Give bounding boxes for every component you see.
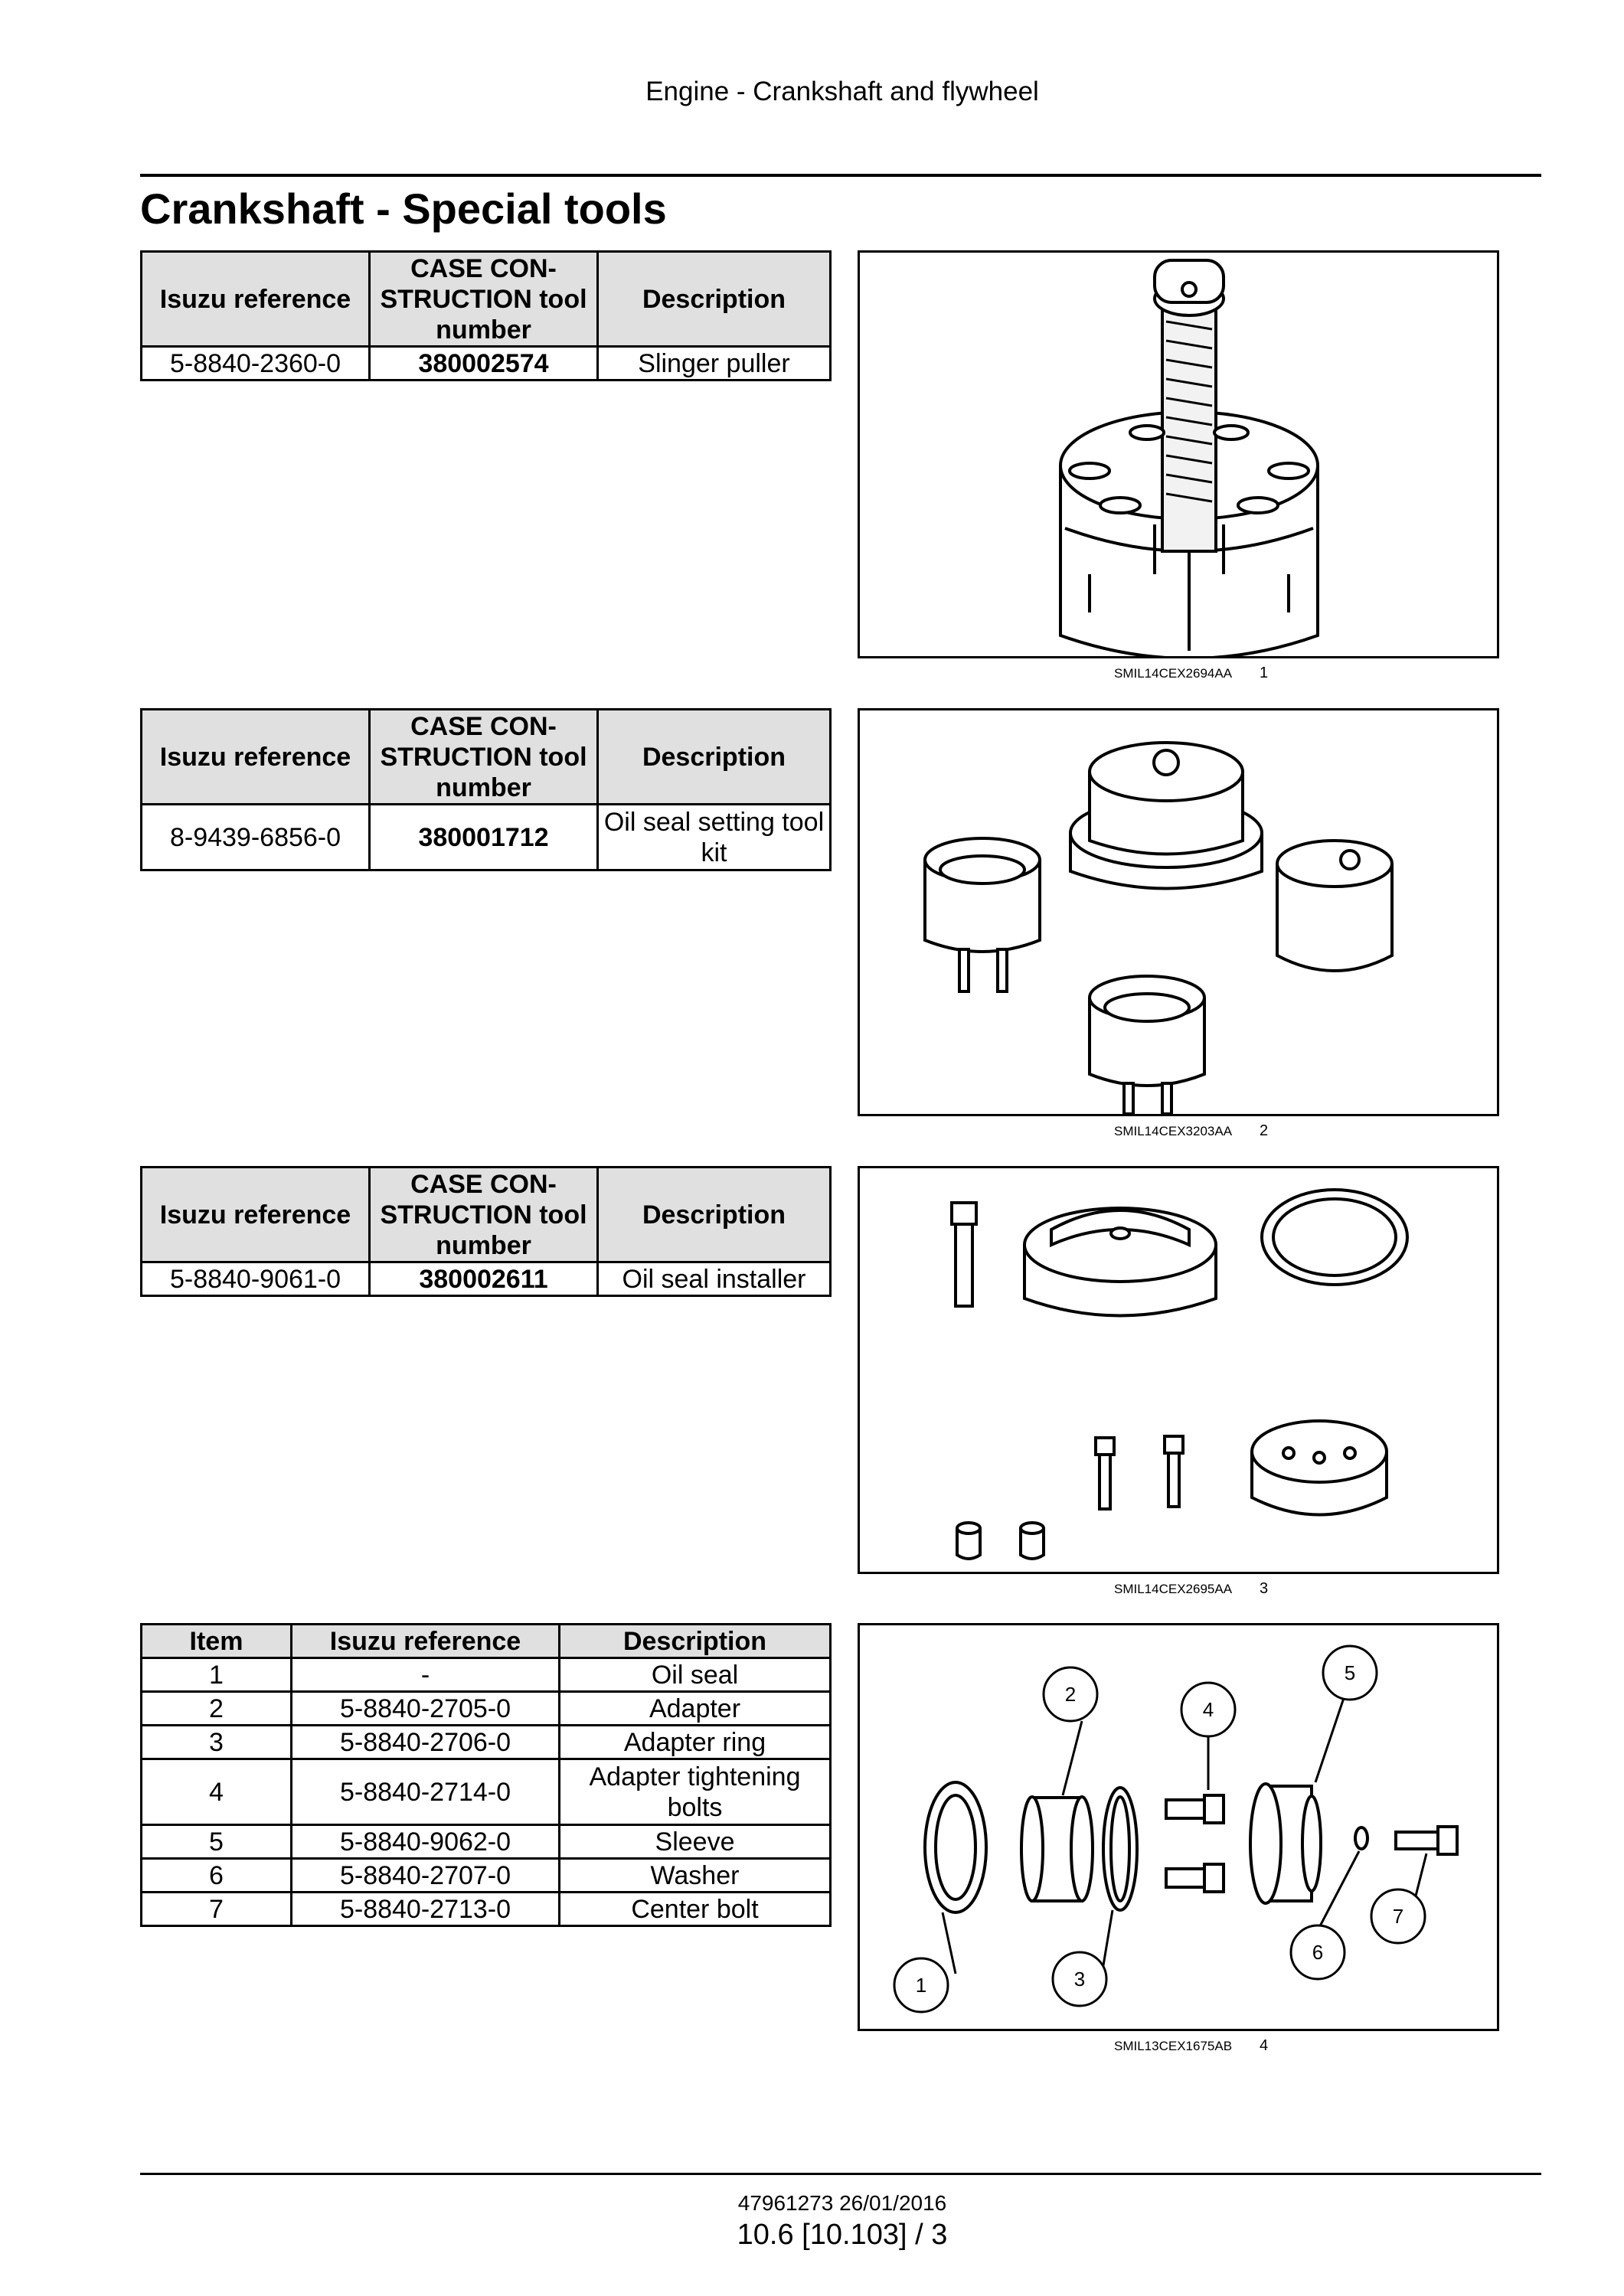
cell-isuzu-reference: 8-9439-6856-0 <box>142 805 370 870</box>
header-item: Item <box>142 1625 292 1658</box>
cell-item: 6 <box>142 1859 292 1893</box>
figure-3-number: 3 <box>1260 1580 1269 1597</box>
cell-item: 2 <box>142 1692 292 1726</box>
callout-6-label: 6 <box>1312 1941 1324 1964</box>
cell-description: Oil seal <box>560 1658 831 1692</box>
figure-1-code: SMIL14CEX2694AA <box>1114 666 1233 681</box>
cell-isuzu-reference: 5-8840-9062-0 <box>292 1825 560 1859</box>
cell-item: 5 <box>142 1825 292 1859</box>
callout-3-label: 3 <box>1073 1968 1086 1991</box>
cell-description: Center bolt <box>560 1893 831 1926</box>
cell-item: 1 <box>142 1658 292 1692</box>
running-header: Engine - Crankshaft and flywheel <box>645 77 1039 106</box>
cell-description: Sleeve <box>560 1825 831 1859</box>
header-description: Description <box>598 710 831 805</box>
figure-2-number: 2 <box>1260 1122 1269 1139</box>
figure-1-slinger-puller <box>858 250 1499 658</box>
callout-1-label: 1 <box>915 1974 927 1997</box>
header-isuzu-reference: Isuzu reference <box>292 1625 560 1658</box>
figure-2-caption <box>1114 1122 1268 1140</box>
cell-isuzu-reference: - <box>292 1658 560 1692</box>
header-description: Description <box>598 252 831 347</box>
cell-isuzu-reference: 5-8840-2714-0 <box>292 1759 560 1825</box>
figure-3-oil-seal-installer <box>858 1166 1499 1574</box>
figure-2-oil-seal-setting-tool-kit <box>858 708 1499 1116</box>
cell-tool-number: 380002574 <box>370 347 598 380</box>
header-description: Description <box>560 1625 831 1658</box>
table-row <box>142 1759 831 1825</box>
cell-isuzu-reference: 5-8840-9061-0 <box>142 1262 370 1296</box>
cell-description: Oil seal setting tool kit <box>598 805 831 870</box>
figure-4-code: SMIL13CEX1675AB <box>1114 2039 1233 2053</box>
header-rule <box>140 174 1541 177</box>
cell-item: 4 <box>142 1759 292 1825</box>
header-isuzu-reference: Isuzu reference <box>142 1168 370 1262</box>
figure-4-exploded-view <box>858 1623 1499 2031</box>
installer-illustration <box>860 1168 1497 1572</box>
table-row <box>142 1726 831 1759</box>
tool-table-2 <box>140 708 832 871</box>
items-table <box>140 1623 832 1927</box>
header-tool-number: CASE CON-STRUCTION tool number <box>370 710 598 805</box>
cell-isuzu-reference: 5-8840-2707-0 <box>292 1859 560 1893</box>
cell-isuzu-reference: 5-8840-2706-0 <box>292 1726 560 1759</box>
figure-1-caption <box>1114 665 1268 682</box>
tool-table-3 <box>140 1166 832 1297</box>
exploded-view-illustration <box>860 1625 1497 2029</box>
callout-7-label: 7 <box>1392 1905 1404 1928</box>
header-isuzu-reference: Isuzu reference <box>142 710 370 805</box>
callout-2-label: 2 <box>1064 1683 1077 1706</box>
page-title: Crankshaft - Special tools <box>140 185 667 233</box>
figure-3-code: SMIL14CEX2695AA <box>1114 1582 1233 1596</box>
cell-isuzu-reference: 5-8840-2705-0 <box>292 1692 560 1726</box>
cell-description: Oil seal installer <box>598 1262 831 1296</box>
table-row <box>142 1825 831 1859</box>
callout-4-label: 4 <box>1202 1698 1214 1721</box>
footer-page-number: 10.6 [10.103] / 3 <box>737 2219 948 2251</box>
figure-1-number: 1 <box>1260 665 1269 681</box>
header-isuzu-reference: Isuzu reference <box>142 252 370 347</box>
figure-4-caption <box>1114 2037 1268 2055</box>
tool-table-1 <box>140 250 832 381</box>
header-description: Description <box>598 1168 831 1262</box>
figure-3-caption <box>1114 1580 1268 1598</box>
figure-2-code: SMIL14CEX3203AA <box>1114 1124 1233 1138</box>
cell-tool-number: 380001712 <box>370 805 598 870</box>
cell-item: 7 <box>142 1893 292 1926</box>
cell-description: Adapter tightening bolts <box>560 1759 831 1825</box>
table-row <box>142 1893 831 1926</box>
table-row <box>142 1658 831 1692</box>
figure-4-number: 4 <box>1260 2037 1269 2054</box>
cell-item: 3 <box>142 1726 292 1759</box>
cell-description: Adapter ring <box>560 1726 831 1759</box>
tool-kit-illustration <box>860 710 1497 1114</box>
table-row <box>142 1859 831 1893</box>
header-tool-number: CASE CON-STRUCTION tool number <box>370 1168 598 1262</box>
cell-isuzu-reference: 5-8840-2713-0 <box>292 1893 560 1926</box>
header-tool-number: CASE CON-STRUCTION tool number <box>370 252 598 347</box>
slinger-puller-illustration <box>860 253 1497 656</box>
cell-isuzu-reference: 5-8840-2360-0 <box>142 347 370 380</box>
footer-doc-reference: 47961273 26/01/2016 <box>737 2191 947 2215</box>
callout-5-label: 5 <box>1344 1661 1356 1684</box>
cell-description: Slinger puller <box>598 347 831 380</box>
cell-description: Washer <box>560 1859 831 1893</box>
cell-tool-number: 380002611 <box>370 1262 598 1296</box>
footer-rule <box>140 2173 1541 2175</box>
cell-description: Adapter <box>560 1692 831 1726</box>
table-row <box>142 1692 831 1726</box>
